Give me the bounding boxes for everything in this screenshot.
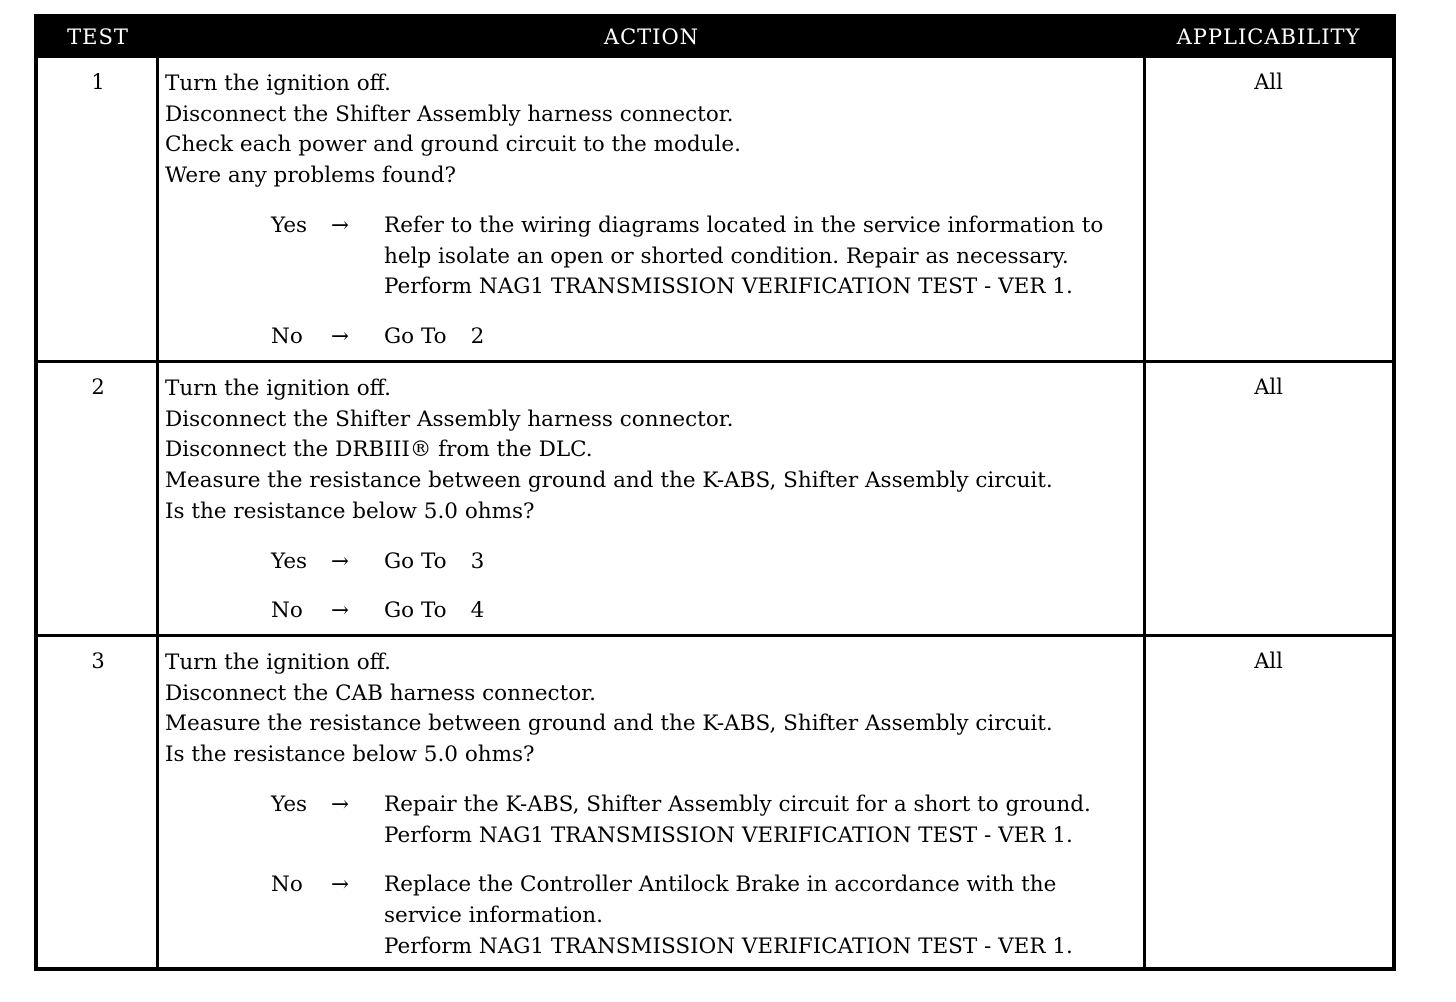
yes-text: Perform NAG1 TRANSMISSION VERIFICATION TEST - VER 1.	[384, 274, 1073, 300]
arrow-icon: →	[331, 323, 350, 349]
arrow-icon: →	[331, 791, 350, 817]
no-text: service information.	[384, 902, 603, 928]
action-step: Disconnect the DRBIII® from the DLC.	[165, 437, 593, 463]
table-row	[38, 363, 1392, 634]
test-number: 1	[91, 70, 105, 94]
go-to-text: Go To	[384, 548, 447, 574]
action-step: Is the resistance below 5.0 ohms?	[165, 742, 535, 768]
action-cell	[165, 69, 1135, 353]
yes-response	[165, 790, 1135, 851]
yes-response	[165, 211, 1135, 303]
yes-text: Repair the K-ABS, Shifter Assembly circuit for a short to ground.	[384, 791, 1091, 817]
go-to-step: 2	[470, 323, 485, 349]
no-label: No	[271, 323, 303, 349]
action-step: Disconnect the Shifter Assembly harness connector.	[165, 101, 734, 127]
no-text: Replace the Controller Antilock Brake in accordance with the	[384, 872, 1057, 898]
table-row	[38, 637, 1392, 971]
action-step: Disconnect the Shifter Assembly harness connector.	[165, 406, 734, 432]
yes-text: Perform NAG1 TRANSMISSION VERIFICATION TEST - VER 1.	[384, 822, 1073, 848]
no-response	[165, 870, 1135, 962]
diagnostic-test-table	[34, 14, 1396, 971]
arrow-icon: →	[331, 872, 350, 898]
applicability-value: All	[1254, 70, 1283, 94]
action-step: Measure the resistance between ground and the K-ABS, Shifter Assembly circuit.	[165, 468, 1053, 494]
action-step: Turn the ignition off.	[165, 71, 391, 96]
action-step: Disconnect the CAB harness connector.	[165, 680, 596, 706]
applicability-value: All	[1254, 375, 1283, 399]
yes-text: Refer to the wiring diagrams located in the service information to	[384, 212, 1104, 238]
header-applicability: APPLICABILITY	[1176, 25, 1361, 49]
test-number: 3	[91, 649, 105, 673]
action-step: Measure the resistance between ground and the K-ABS, Shifter Assembly circuit.	[165, 711, 1053, 737]
action-step: Check each power and ground circuit to the module.	[165, 132, 741, 158]
go-to-step: 3	[470, 548, 485, 574]
no-response	[165, 596, 1135, 627]
test-number: 2	[91, 375, 105, 399]
go-to-text: Go To	[384, 323, 447, 349]
yes-label: Yes	[271, 791, 308, 817]
no-response	[165, 322, 1135, 353]
yes-response	[165, 547, 1135, 578]
header-action: ACTION	[603, 25, 700, 49]
action-cell	[165, 648, 1135, 962]
arrow-icon: →	[331, 598, 350, 624]
table-header	[38, 18, 1392, 58]
header-test: TEST	[67, 25, 129, 49]
action-step: Turn the ignition off.	[165, 650, 391, 675]
table-row	[38, 58, 1392, 360]
go-to-step: 4	[470, 598, 485, 624]
action-cell	[165, 374, 1135, 627]
arrow-icon: →	[331, 548, 350, 574]
yes-label: Yes	[271, 548, 308, 574]
action-step: Is the resistance below 5.0 ohms?	[165, 498, 535, 524]
arrow-icon: →	[331, 212, 350, 238]
go-to-text: Go To	[384, 598, 447, 624]
action-step: Were any problems found?	[165, 163, 457, 189]
no-label: No	[271, 598, 303, 624]
no-label: No	[271, 872, 303, 898]
no-text: Perform NAG1 TRANSMISSION VERIFICATION TEST - VER 1.	[384, 933, 1073, 959]
yes-text: help isolate an open or shorted condition. Repair as necessary.	[384, 243, 1069, 269]
yes-label: Yes	[271, 212, 308, 238]
action-step: Turn the ignition off.	[165, 376, 391, 401]
applicability-value: All	[1254, 649, 1283, 673]
